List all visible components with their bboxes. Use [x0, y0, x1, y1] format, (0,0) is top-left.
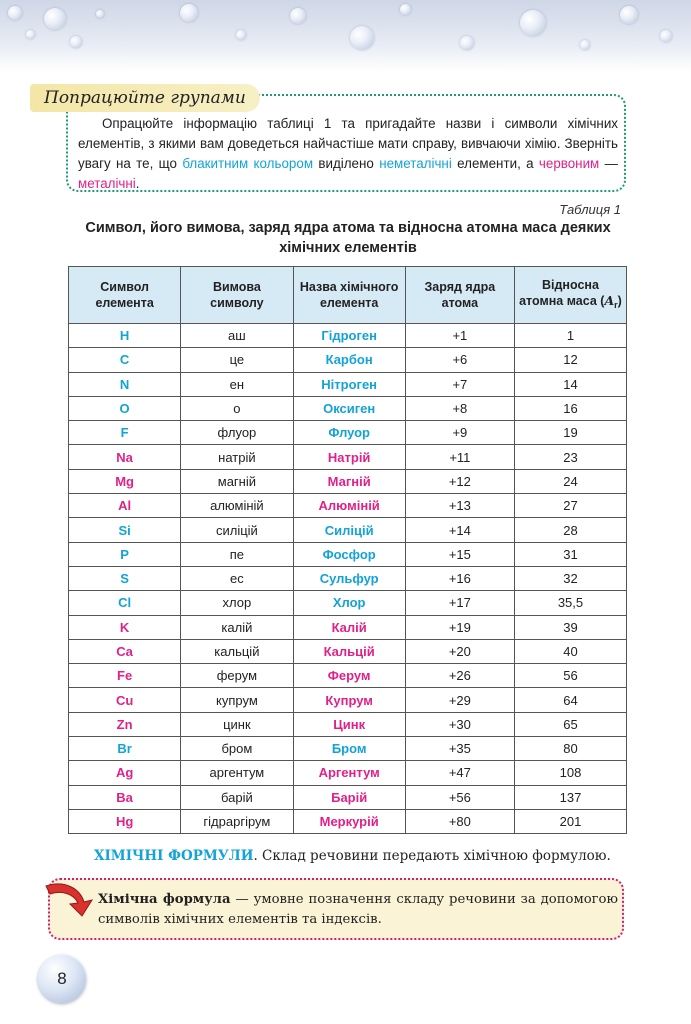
header-charge: Заряд ядра атома — [405, 267, 514, 324]
pronunciation-cell: магній — [181, 469, 293, 493]
mass-cell: 108 — [514, 761, 626, 785]
symbol-cell: Fe — [69, 664, 181, 688]
table-row — [69, 396, 627, 420]
symbol-cell: N — [69, 372, 181, 396]
pronunciation-cell: силіцій — [181, 518, 293, 542]
header-mass-var: A — [604, 293, 615, 308]
table-title: Символ, його вимова, заряд ядра атома та відносна атомна маса деяких хімічних елементів — [85, 220, 611, 256]
symbol-cell: Si — [69, 518, 181, 542]
element-name-cell: Карбон — [293, 348, 405, 372]
charge-cell: +29 — [405, 688, 514, 712]
element-name-cell: Хлор — [293, 591, 405, 615]
symbol-cell: K — [69, 615, 181, 639]
table-row — [69, 688, 627, 712]
header-name: Назва хімічного елемента — [293, 267, 405, 324]
charge-cell: +8 — [405, 396, 514, 420]
table-row — [69, 494, 627, 518]
charge-cell: +56 — [405, 785, 514, 809]
mass-cell: 12 — [514, 348, 626, 372]
element-name-cell: Меркурій — [293, 809, 405, 833]
element-name-cell: Ферум — [293, 664, 405, 688]
element-name-cell: Сульфур — [293, 566, 405, 590]
charge-cell: +6 — [405, 348, 514, 372]
mass-cell: 35,5 — [514, 591, 626, 615]
page-number: 8 — [38, 955, 86, 1003]
bubble-decoration — [660, 30, 672, 42]
table-row — [69, 664, 627, 688]
pronunciation-cell: це — [181, 348, 293, 372]
charge-cell: +35 — [405, 737, 514, 761]
metal-word: металічні — [78, 176, 136, 191]
elements-table — [68, 266, 627, 834]
header-symbol: Символ елемента — [69, 267, 181, 324]
table-row — [69, 518, 627, 542]
mass-cell: 24 — [514, 469, 626, 493]
table-body — [69, 324, 627, 834]
table-row — [69, 348, 627, 372]
formulas-heading: ХІМІЧНІ ФОРМУЛИ — [94, 848, 254, 864]
mass-cell: 28 — [514, 518, 626, 542]
bubble-decoration — [460, 36, 474, 50]
pronunciation-cell: хлор — [181, 591, 293, 615]
symbol-cell: Ca — [69, 639, 181, 663]
group-work-text-part: елементи, а — [451, 156, 539, 171]
charge-cell: +20 — [405, 639, 514, 663]
element-name-cell: Оксиген — [293, 396, 405, 420]
symbol-cell: F — [69, 421, 181, 445]
element-name-cell: Аргентум — [293, 761, 405, 785]
mass-cell: 19 — [514, 421, 626, 445]
mass-cell: 64 — [514, 688, 626, 712]
bubble-decoration — [180, 4, 198, 22]
element-name-cell: Бром — [293, 737, 405, 761]
table-header-row — [69, 267, 627, 324]
charge-cell: +19 — [405, 615, 514, 639]
mass-cell: 39 — [514, 615, 626, 639]
pronunciation-cell: натрій — [181, 445, 293, 469]
pronunciation-cell: аш — [181, 324, 293, 348]
symbol-cell: C — [69, 348, 181, 372]
mass-cell: 1 — [514, 324, 626, 348]
mass-cell: 80 — [514, 737, 626, 761]
pronunciation-cell: пе — [181, 542, 293, 566]
group-work-label: Попрацюйте групами — [30, 84, 260, 112]
bubble-decoration — [26, 30, 35, 39]
element-name-cell: Флуор — [293, 421, 405, 445]
header-mass-sub: r — [614, 300, 618, 310]
charge-cell: +7 — [405, 372, 514, 396]
mass-cell: 31 — [514, 542, 626, 566]
element-name-cell: Фосфор — [293, 542, 405, 566]
pronunciation-cell: ес — [181, 566, 293, 590]
table-row — [69, 445, 627, 469]
pronunciation-cell: цинк — [181, 712, 293, 736]
symbol-cell: O — [69, 396, 181, 420]
element-name-cell: Купрум — [293, 688, 405, 712]
symbol-cell: Ag — [69, 761, 181, 785]
definition-body: — умовне позначення складу речовини за допомогою символів хімічних елементів та індексів. — [98, 892, 618, 927]
table-row — [69, 566, 627, 590]
bubble-decoration — [580, 40, 590, 50]
table-row — [69, 324, 627, 348]
bubble-decoration — [400, 4, 411, 15]
symbol-cell: Mg — [69, 469, 181, 493]
symbol-cell: Cl — [69, 591, 181, 615]
mass-cell: 23 — [514, 445, 626, 469]
pronunciation-cell: кальцій — [181, 639, 293, 663]
bubble-decoration — [350, 26, 374, 50]
table-row — [69, 639, 627, 663]
element-name-cell: Силіцій — [293, 518, 405, 542]
charge-cell: +1 — [405, 324, 514, 348]
bubble-decoration — [236, 30, 246, 40]
charge-cell: +15 — [405, 542, 514, 566]
table-row — [69, 469, 627, 493]
table-row — [69, 761, 627, 785]
symbol-cell: Zn — [69, 712, 181, 736]
mass-cell: 16 — [514, 396, 626, 420]
bubble-decoration — [290, 8, 306, 24]
header-mass-text: Відносна атомна маса ( — [519, 278, 605, 308]
mass-cell: 201 — [514, 809, 626, 833]
charge-cell: +17 — [405, 591, 514, 615]
pronunciation-cell: ферум — [181, 664, 293, 688]
table-row — [69, 615, 627, 639]
mass-cell: 40 — [514, 639, 626, 663]
pronunciation-cell: о — [181, 396, 293, 420]
nonmetal-word: неметалічні — [379, 156, 452, 171]
group-work-text-part: — — [599, 156, 618, 171]
table-row — [69, 591, 627, 615]
element-name-cell: Барій — [293, 785, 405, 809]
charge-cell: +80 — [405, 809, 514, 833]
bubble-decoration — [8, 6, 22, 20]
table-row — [69, 421, 627, 445]
group-work-text — [78, 114, 618, 194]
symbol-cell: Br — [69, 737, 181, 761]
charge-cell: +47 — [405, 761, 514, 785]
charge-cell: +30 — [405, 712, 514, 736]
element-name-cell: Нітроген — [293, 372, 405, 396]
element-name-cell: Гідроген — [293, 324, 405, 348]
bubble-decoration — [44, 8, 66, 30]
pronunciation-cell: барій — [181, 785, 293, 809]
pronunciation-cell: гідраргірум — [181, 809, 293, 833]
group-work-text-part: виділено — [313, 156, 380, 171]
bubble-decoration — [96, 10, 104, 18]
symbol-cell: P — [69, 542, 181, 566]
table-row — [69, 372, 627, 396]
element-name-cell: Магній — [293, 469, 405, 493]
symbol-cell: Na — [69, 445, 181, 469]
table-label: Таблиця 1 — [559, 202, 621, 217]
group-work-text-part: . — [135, 176, 140, 191]
red-arrow-icon — [40, 880, 96, 920]
red-color-phrase: червоним — [538, 156, 600, 171]
symbol-cell: S — [69, 566, 181, 590]
table-row — [69, 809, 627, 833]
symbol-cell: Ba — [69, 785, 181, 809]
header-mass-close: ) — [617, 294, 622, 308]
element-name-cell: Алюміній — [293, 494, 405, 518]
symbol-cell: Hg — [69, 809, 181, 833]
pronunciation-cell: бром — [181, 737, 293, 761]
charge-cell: +12 — [405, 469, 514, 493]
charge-cell: +11 — [405, 445, 514, 469]
pronunciation-cell: купрум — [181, 688, 293, 712]
symbol-cell: H — [69, 324, 181, 348]
definition-text — [98, 890, 618, 930]
charge-cell: +13 — [405, 494, 514, 518]
mass-cell: 137 — [514, 785, 626, 809]
table-row — [69, 785, 627, 809]
element-name-cell: Натрій — [293, 445, 405, 469]
header-mass — [514, 267, 626, 324]
pronunciation-cell: аргентум — [181, 761, 293, 785]
element-name-cell: Цинк — [293, 712, 405, 736]
charge-cell: +26 — [405, 664, 514, 688]
mass-cell: 65 — [514, 712, 626, 736]
charge-cell: +9 — [405, 421, 514, 445]
table-row — [69, 737, 627, 761]
pronunciation-cell: ен — [181, 372, 293, 396]
group-work-intro: Опрацюйте інформацію таблиці 1 та пригадайте назви і символи хімічних елементів, з якими вам доведеться найчастіше мати справу, вивчаючи хімію. Зверніть увагу на те, що — [78, 116, 618, 171]
charge-cell: +14 — [405, 518, 514, 542]
formulas-sentence: . Склад речовини передають хімічною формулою. — [253, 848, 611, 864]
charge-cell: +16 — [405, 566, 514, 590]
element-name-cell: Калій — [293, 615, 405, 639]
element-name-cell: Кальцій — [293, 639, 405, 663]
formulas-paragraph — [94, 848, 634, 864]
pronunciation-cell: флуор — [181, 421, 293, 445]
bubble-decoration — [520, 10, 546, 36]
definition-term: Хімічна формула — [98, 892, 231, 907]
pronunciation-cell: калій — [181, 615, 293, 639]
table-row — [69, 542, 627, 566]
symbol-cell: Al — [69, 494, 181, 518]
top-decoration-band — [0, 0, 691, 72]
table-row — [69, 712, 627, 736]
mass-cell: 27 — [514, 494, 626, 518]
bubble-decoration — [620, 6, 638, 24]
pronunciation-cell: алюміній — [181, 494, 293, 518]
header-pronunciation: Вимова символу — [181, 267, 293, 324]
blue-color-phrase: блакитним кольором — [182, 156, 314, 171]
bubble-decoration — [70, 36, 82, 48]
symbol-cell: Cu — [69, 688, 181, 712]
mass-cell: 32 — [514, 566, 626, 590]
mass-cell: 56 — [514, 664, 626, 688]
mass-cell: 14 — [514, 372, 626, 396]
